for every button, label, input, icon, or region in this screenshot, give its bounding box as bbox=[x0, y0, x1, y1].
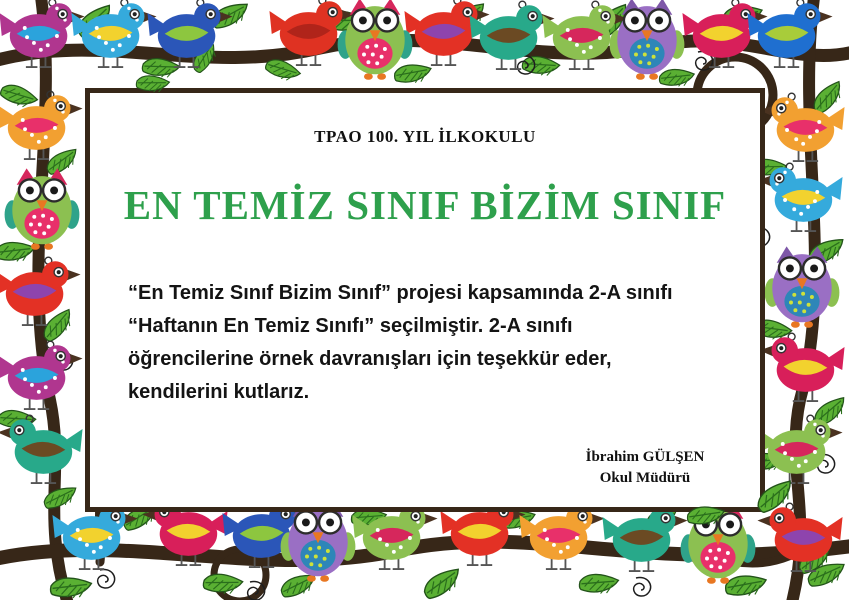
school-name: TPAO 100. YIL İLKOKULU bbox=[314, 127, 536, 146]
certificate-title: EN TEMİZ SINIF BİZİM SINIF bbox=[123, 182, 727, 228]
bird-icon bbox=[759, 333, 844, 401]
signature-name: İbrahim GÜLŞEN bbox=[585, 449, 705, 465]
curl-icon bbox=[634, 577, 651, 596]
leaf-icon bbox=[44, 148, 81, 175]
leaf-icon bbox=[0, 239, 35, 266]
body-line: öğrencilerine örnek davranışları için teşekkür eder, bbox=[128, 348, 612, 370]
leaf-icon bbox=[394, 62, 431, 85]
leaf-icon bbox=[725, 573, 766, 599]
certificate-panel bbox=[85, 88, 765, 512]
bird-icon bbox=[0, 415, 83, 483]
owl-icon bbox=[681, 502, 756, 583]
curl-icon bbox=[98, 569, 115, 588]
owl-icon bbox=[5, 168, 80, 249]
signature-role: Okul Müdürü bbox=[599, 470, 691, 486]
leaf-icon bbox=[658, 66, 694, 90]
certificate-body bbox=[128, 277, 728, 409]
leaf-icon bbox=[43, 487, 78, 509]
body-line: “En Temiz Sınıf Bizim Sınıf” projesi kapsamında 2-A sınıfı bbox=[128, 282, 673, 304]
body-line: kendilerini kutlarız. bbox=[128, 381, 310, 403]
body-line: “Haftanın En Temiz Sınıfı” seçilmiştir. 2-A sınıfı bbox=[128, 315, 573, 337]
signature-block bbox=[520, 447, 770, 489]
leaf-icon bbox=[421, 568, 464, 600]
leaf-icon bbox=[578, 570, 619, 598]
